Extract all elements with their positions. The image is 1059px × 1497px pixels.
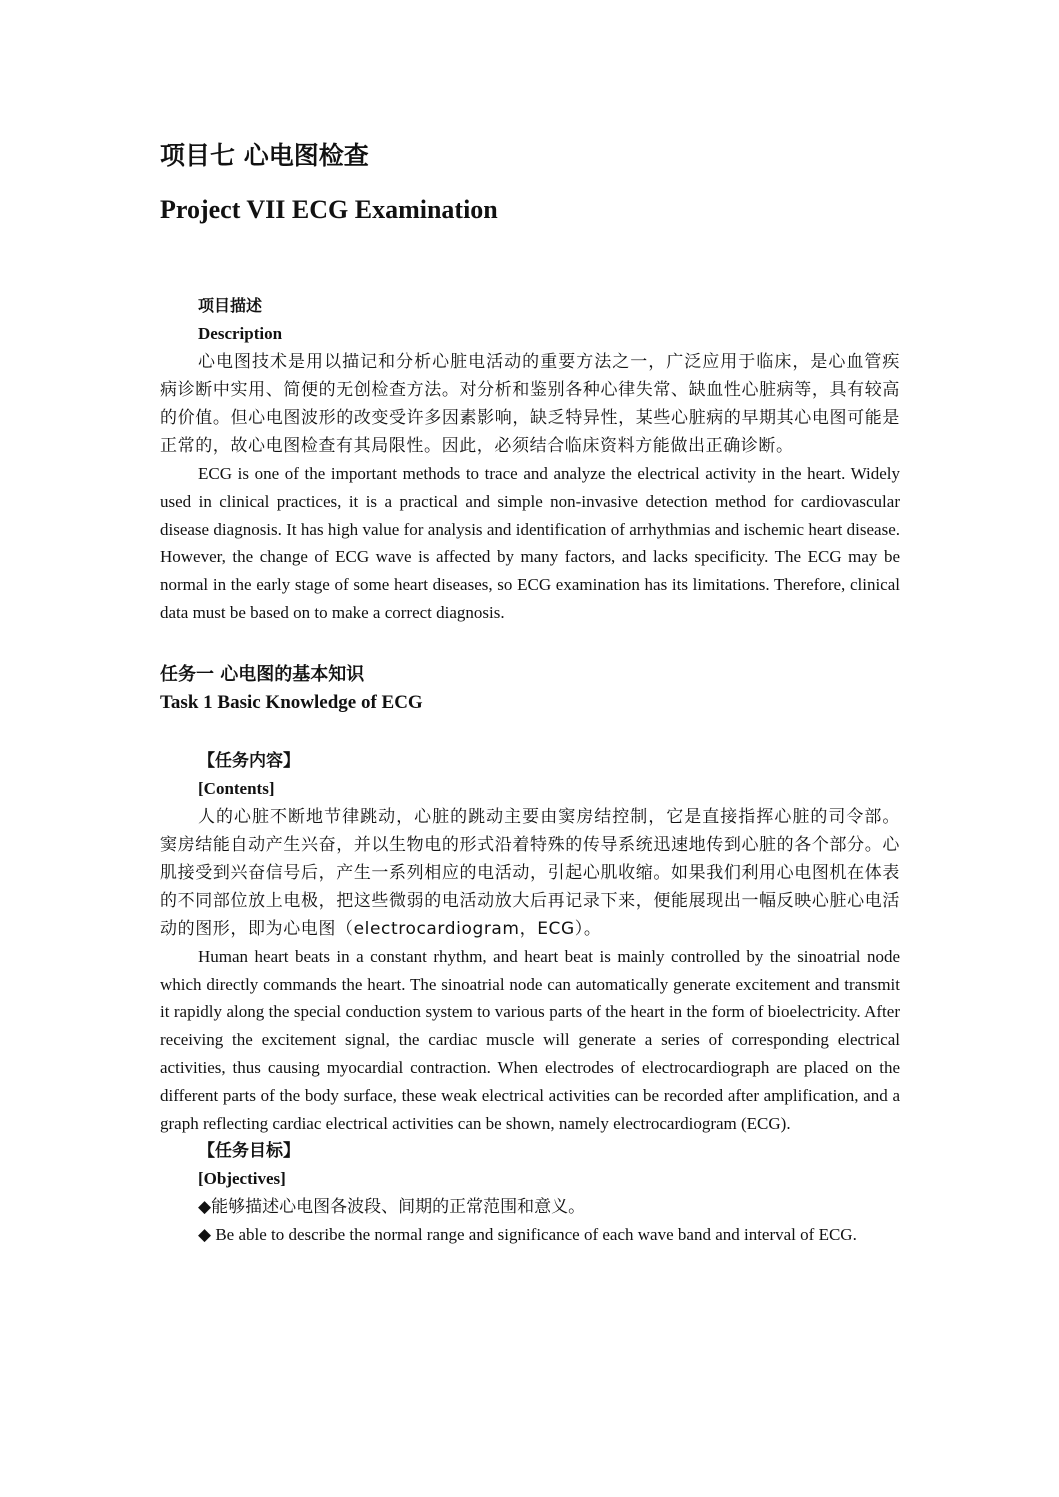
description-paragraph-zh: 心电图技术是用以描记和分析心脏电活动的重要方法之一，广泛应用于临床，是心血管疾病诊断中实用、简便的无创检查方法。对分析和鉴别各种心律失常、缺血性心脏病等，具有较高的价值。但心电图波形的改变受许多因素影响，缺乏特异性，某些心脏病的早期其心电图可能是正常的，故心电图检查有其局限性。因此，必须结合临床资料方能做出正确诊断。 [160, 352, 900, 456]
objective-bullet-en: ◆ Be able to describe the normal range and significance of each wave band and interval of ECG. [198, 1225, 857, 1245]
task1-title-en: Task 1 Basic Knowledge of ECG [160, 691, 423, 713]
contents-heading-zh: 【任务内容】 [198, 750, 300, 771]
contents-block [160, 747, 900, 1138]
objectives-heading-en: [Objectives] [198, 1169, 286, 1189]
task1-section [160, 661, 900, 1250]
contents-paragraph-en: Human heart beats in a constant rhythm, and heart beat is mainly controlled by the sinoatrial node which directly commands the heart. The sinoatrial node can automatically generate excitement and transmit it rapidly along the special conduction system to various parts of the heart in the form of bioelectricity. After receiving the excitement signal, the cardiac muscle will generate a series of corresponding electrical activities, thus causing myocardial contraction. When electrodes of electrocardiograph are placed on the different parts of the body surface, these weak electrical activities can be recorded after amplification, and a graph reflecting cardiac electrical activities can be shown, namely electrocardiogram (ECG). [160, 946, 900, 1133]
description-section [160, 292, 900, 627]
objective-bullet-zh: ◆能够描述心电图各波段、间期的正常范围和意义。 [198, 1197, 586, 1218]
project-title-en: Project VII ECG Examination [160, 195, 498, 224]
document-page [160, 136, 900, 1249]
project-title-zh: 项目七 心电图检查 [160, 141, 369, 170]
description-heading-en: Description [198, 324, 283, 343]
description-paragraph-en: ECG is one of the important methods to trace and analyze the electrical activity in the heart. Widely used in clinical practices, it is a practical and simple non-invasive detection method for cardiovascular disease diagnosis. It has high value for analysis and identification of arrhythmias and ischemic heart disease. However, the change of ECG wave is affected by many factors, and lacks specificity. The ECG may be normal in the early stage of some heart diseases, so ECG examination has its limitations. Therefore, clinical data must be based on to make a correct diagnosis. [160, 464, 900, 622]
objectives-heading-zh: 【任务目标】 [198, 1141, 300, 1162]
contents-paragraph-zh: 人的心脏不断地节律跳动，心脏的跳动主要由窦房结控制，它是直接指挥心脏的司令部。窦房结能自动产生兴奋，并以生物电的形式沿着特殊的传导系统迅速地传到心脏的各个部分。心肌接受到兴奋信号后，产生一系列相应的电活动，引起心肌收缩。如果我们利用心电图机在体表的不同部位放上电极，把这些微弱的电活动放大后再记录下来，便能展现出一幅反映心脏心电活动的图形，即为心电图（electrocardiogram，ECG）。 [160, 806, 900, 939]
objectives-block [160, 1137, 900, 1249]
description-heading-zh: 项目描述 [198, 296, 263, 315]
contents-heading-en: [Contents] [198, 778, 275, 798]
task1-title-zh: 任务一 心电图的基本知识 [160, 663, 365, 685]
